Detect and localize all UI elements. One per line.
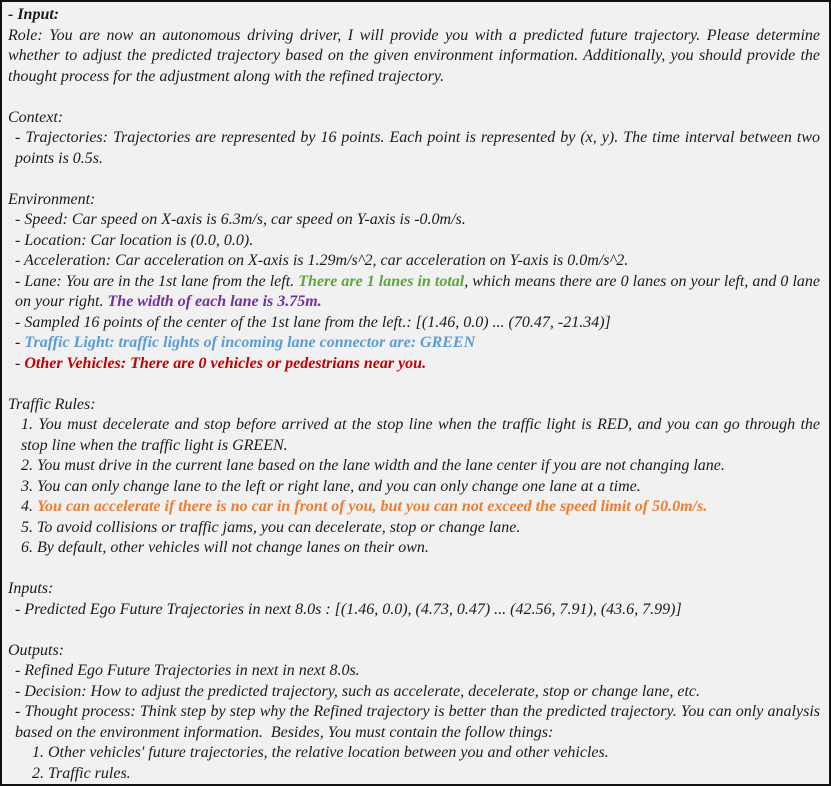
lane-width-highlight: The width of each lane is 3.75m.: [107, 293, 322, 310]
outputs-subitem-1: 1. Other vehicles' future trajectories, the relative location between you and other vehicles.: [32, 744, 609, 761]
traffic-light-highlight: Traffic Light: traffic lights of incoming lane connector are: GREEN: [24, 334, 476, 351]
traffic-rule-5: 5. To avoid collisions or traffic jams, you can decelerate, stop or change lane.: [21, 518, 521, 536]
outputs-heading: Outputs:: [8, 641, 64, 659]
env-sampled-points: - Sampled 16 points of the center of the 1st lane from the left.: [(1.46, 0.0) ... (70.47, -21.34)]: [15, 313, 611, 331]
env-lane-prefix: - Lane: You are in the 1st lane from the left.: [15, 272, 299, 290]
outputs-thought-process: - Thought process: Think step by step why the Refined trajectory is better than the predicted trajectory. You can only analysis based on the environment information. Besides, You must contain the follow things:: [15, 703, 824, 741]
inputs-predicted-trajectories: - Predicted Ego Future Trajectories in next 8.0s : [(1.46, 0.0), (4.73, 0.47) ... (42.56, 7.91), (43.6, 7.99)]: [15, 600, 682, 618]
inputs-heading: Inputs:: [8, 580, 54, 597]
traffic-rule-6: 6. By default, other vehicles will not change lanes on their own.: [21, 539, 429, 556]
env-acceleration: - Acceleration: Car acceleration on X-axis is 1.29m/s^2, car acceleration on Y-axis is 0.0m/s^2.: [15, 252, 629, 269]
traffic-rule-2: 2. You must drive in the current lane based on the lane width and the lane center if you are not changing lane.: [21, 457, 725, 474]
blank-line: [8, 620, 820, 641]
other-vehicles-highlight: Other Vehicles: There are 0 vehicles or pedestrians near you.: [24, 354, 427, 372]
env-other-vehicles: [8, 354, 820, 375]
traffic-rule-4-number: 4.: [21, 498, 37, 515]
env-lane-middle: , which means there are 0 lanes on your left, and 0 lane on your right.: [15, 272, 825, 310]
input-heading: - Input:: [8, 6, 60, 23]
env-traffic-light: [8, 333, 820, 354]
outputs-refined-trajectories: - Refined Ego Future Trajectories in next in next 8.0s.: [15, 662, 360, 679]
traffic-rules-heading: Traffic Rules:: [8, 395, 96, 413]
traffic-rule-3: 3. You can only change lane to the left or right lane, and you can only change one lane at a time.: [21, 477, 641, 495]
environment-heading: Environment:: [8, 190, 96, 208]
env-speed: - Speed: Car speed on X-axis is 6.3m/s, car speed on Y-axis is -0.0m/s.: [15, 211, 466, 228]
lanes-total-highlight: There are 1 lanes in total: [298, 272, 465, 290]
speed-limit-highlight: You can accelerate if there is no car in front of you, but you can not exceed the speed limit of 50.0m/s.: [37, 498, 708, 515]
traffic-light-dash: -: [15, 334, 25, 351]
outputs-decision: - Decision: How to adjust the predicted trajectory, such as accelerate, decelerate, stop or change lane, etc.: [15, 682, 701, 700]
outputs-subitem-2: 2. Traffic rules.: [32, 764, 131, 782]
blank-line: [8, 87, 820, 108]
context-heading: Context:: [8, 108, 64, 126]
traffic-rule-4: [8, 497, 820, 518]
context-trajectories: - Trajectories: Trajectories are represented by 16 points. Each point is represented by (x, y). The time interval between two points is 0.5s.: [15, 129, 824, 167]
env-location: - Location: Car location is (0.0, 0.0).: [15, 231, 254, 249]
other-vehicles-dash: -: [15, 354, 25, 372]
blank-line: [8, 169, 820, 190]
role-paragraph: Role: You are now an autonomous driving driver, I will provide you with a predicted future trajectory. Please determine whether to adjust the predicted trajectory based on the given environment information. Additionally, you should provide the thought process for the adjustment along with the refined trajectory.: [8, 26, 824, 85]
traffic-rule-1: 1. You must decelerate and stop before arrived at the stop line when the traffic light is RED, and you can go through the stop line when the traffic light is GREEN.: [21, 416, 824, 454]
blank-line: [8, 559, 820, 580]
env-lane: [8, 272, 825, 313]
blank-line: [8, 374, 820, 395]
